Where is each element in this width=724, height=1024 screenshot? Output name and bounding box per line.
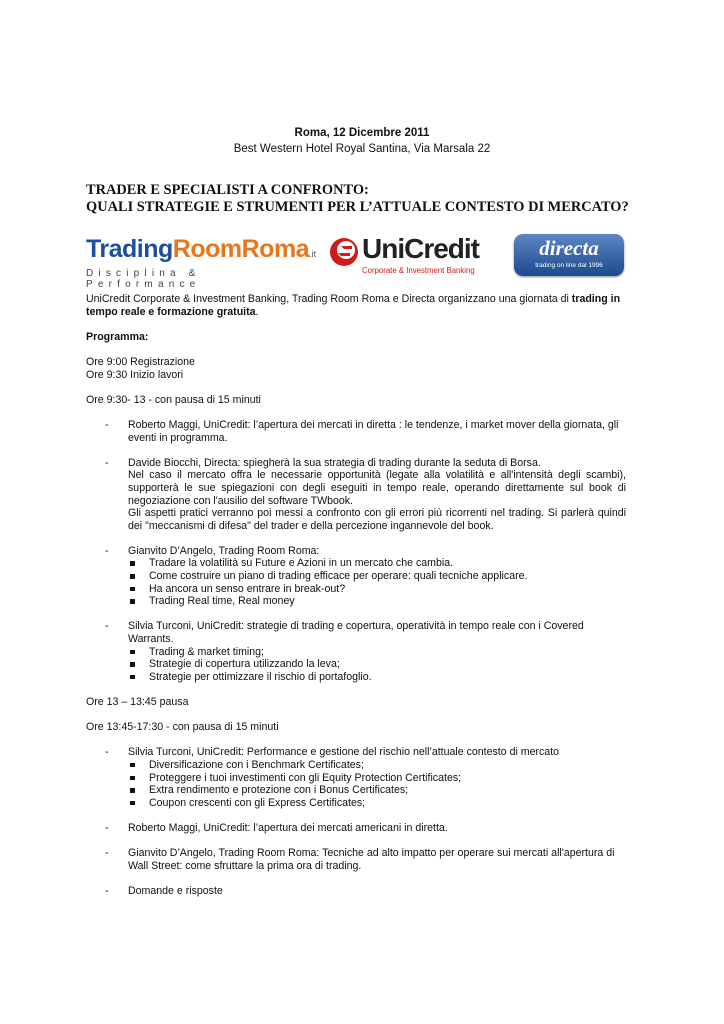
event-date: Roma, 12 Dicembre 2011 (294, 127, 430, 139)
document-body (86, 293, 626, 898)
trading-room-roma-logo (86, 235, 317, 290)
logo-tagline: Disciplina & Performance (86, 268, 201, 290)
bullet-item: Trading Real time, Real money (128, 595, 626, 608)
list-item: - Silvia Turconi, UniCredit: Performance e gestione del rischio nell’attuale contesto di mercato Diversificazione con i Benchmark Certificates; Proteggere i tuoi investimenti con gli Equity Protection Certificates; Extra rendimento e protezione con i Bonus Certificates; Coupon crescenti con gli Express Certificates; (86, 746, 626, 809)
intro-paragraph: UniCredit Corporate & Investment Banking, Trading Room Roma e Directa organizzano una giornata di trading in tempo reale e formazione gratuita. (86, 293, 621, 318)
bullet-item: Proteggere i tuoi investimenti con gli Equity Protection Certificates; (128, 772, 626, 785)
document-title (86, 182, 646, 216)
schedule-morning: Ore 9:30- 13 - con pausa di 15 minuti (86, 393, 261, 406)
title-line-1: TRADER E SPECIALISTI A CONFRONTO: (86, 182, 369, 198)
bullet-item: Extra rendimento e protezione con i Bonus Certificates; (128, 784, 626, 797)
schedule-start: Ore 9:30 Inizio lavori (86, 368, 184, 381)
bullet-item: Coupon crescenti con gli Express Certificates; (128, 797, 626, 810)
unicredit-name: UniCredit (362, 233, 479, 264)
bullet-item: Diversificazione con i Benchmark Certificates; (128, 759, 626, 772)
directa-name: directa (539, 236, 599, 260)
logo-roomroma-word: RoomRoma (172, 235, 310, 263)
bullet-item: Come costruire un piano di trading efficace per operare: quali tecniche applicare. (128, 570, 626, 583)
list-item: - Roberto Maggi, UniCredit: l’apertura dei mercati in diretta : le tendenze, i market mover della giornata, gli eventi in programma. (105, 418, 619, 444)
schedule-registration: Ore 9:00 Registrazione (86, 355, 195, 368)
bullet-item: Tradare la volatilità su Future e Azioni in un mercato che cambia. (128, 557, 626, 570)
list-item: - Roberto Maggi, UniCredit: l’apertura dei mercati americani in diretta. (105, 821, 448, 834)
schedule-pause: Ore 13 – 13:45 pausa (86, 696, 189, 708)
logo-it-suffix: .it (309, 249, 317, 259)
bullet-item: Trading & market timing; (128, 646, 626, 659)
list-item: - Domande e risposte (105, 884, 223, 897)
list-item: - Gianvito D’Angelo, Trading Room Roma: Tecniche ad alto impatto per operare sui mercati all'apertura di Wall Street: come sfruttare la prima ora di trading. (105, 847, 615, 872)
programma-heading: Programma: (86, 330, 149, 343)
directa-subtitle: trading on line dal 1996 (535, 262, 603, 269)
intro-highlight: trading in tempo reale e formazione gratuita (86, 293, 621, 318)
title-line-2: QUALI STRATEGIE E STRUMENTI PER L’ATTUALE CONTESTO DI MERCATO? (86, 199, 629, 215)
event-venue: Best Western Hotel Royal Santina, Via Marsala 22 (233, 143, 491, 155)
list-item: - Gianvito D’Angelo, Trading Room Roma: Tradare la volatilità su Future e Azioni in un mercato che cambia. Come costruire un piano di trading efficace per operare: quali tecniche applicare. Ha ancora un senso entrare in break-out? Trading Real time, Real money (86, 545, 626, 608)
unicredit-emblem-icon (328, 236, 360, 268)
schedule-afternoon: Ore 13:45-17:30 - con pausa di 15 minuti (86, 721, 279, 734)
bullet-item: Ha ancora un senso entrare in break-out? (128, 583, 626, 596)
list-item: - Silvia Turconi, UniCredit: strategie di trading e copertura, operatività in tempo reale con i Covered Warrants. Trading & market timing; Strategie di copertura utilizzando la leva; Strategie per ottimizzare il rischio di portafoglio. (86, 620, 626, 683)
unicredit-subtitle: Corporate & Investment Banking (362, 266, 475, 275)
logo-trading-word: Trading (86, 235, 173, 263)
list-item: - Davide Biocchi, Directa: spiegherà la sua strategia di trading durante la seduta di Borsa. Nel caso il mercato offra le necessarie opportunità (legate alla volatilità e all'intensità degli scambi), supporterà le sue spiegazioni con degli eseguiti in tempo reale, operando direttamente sul book di negoziazione con l'ausilio del software TWbook. Gli aspetti pratici verranno poi messi a confronto con gli errori più ricorrenti nel trading. Si parlerà quindi dei "meccanismi di difesa" del trader e della percezione ingannevole del book. (105, 456, 626, 532)
bullet-item: Strategie di copertura utilizzando la leva; (128, 658, 626, 671)
sponsor-logos (86, 232, 638, 290)
bullet-item: Strategie per ottimizzare il rischio di portafoglio. (128, 671, 626, 684)
unicredit-logo (328, 233, 479, 280)
directa-logo (514, 234, 624, 276)
